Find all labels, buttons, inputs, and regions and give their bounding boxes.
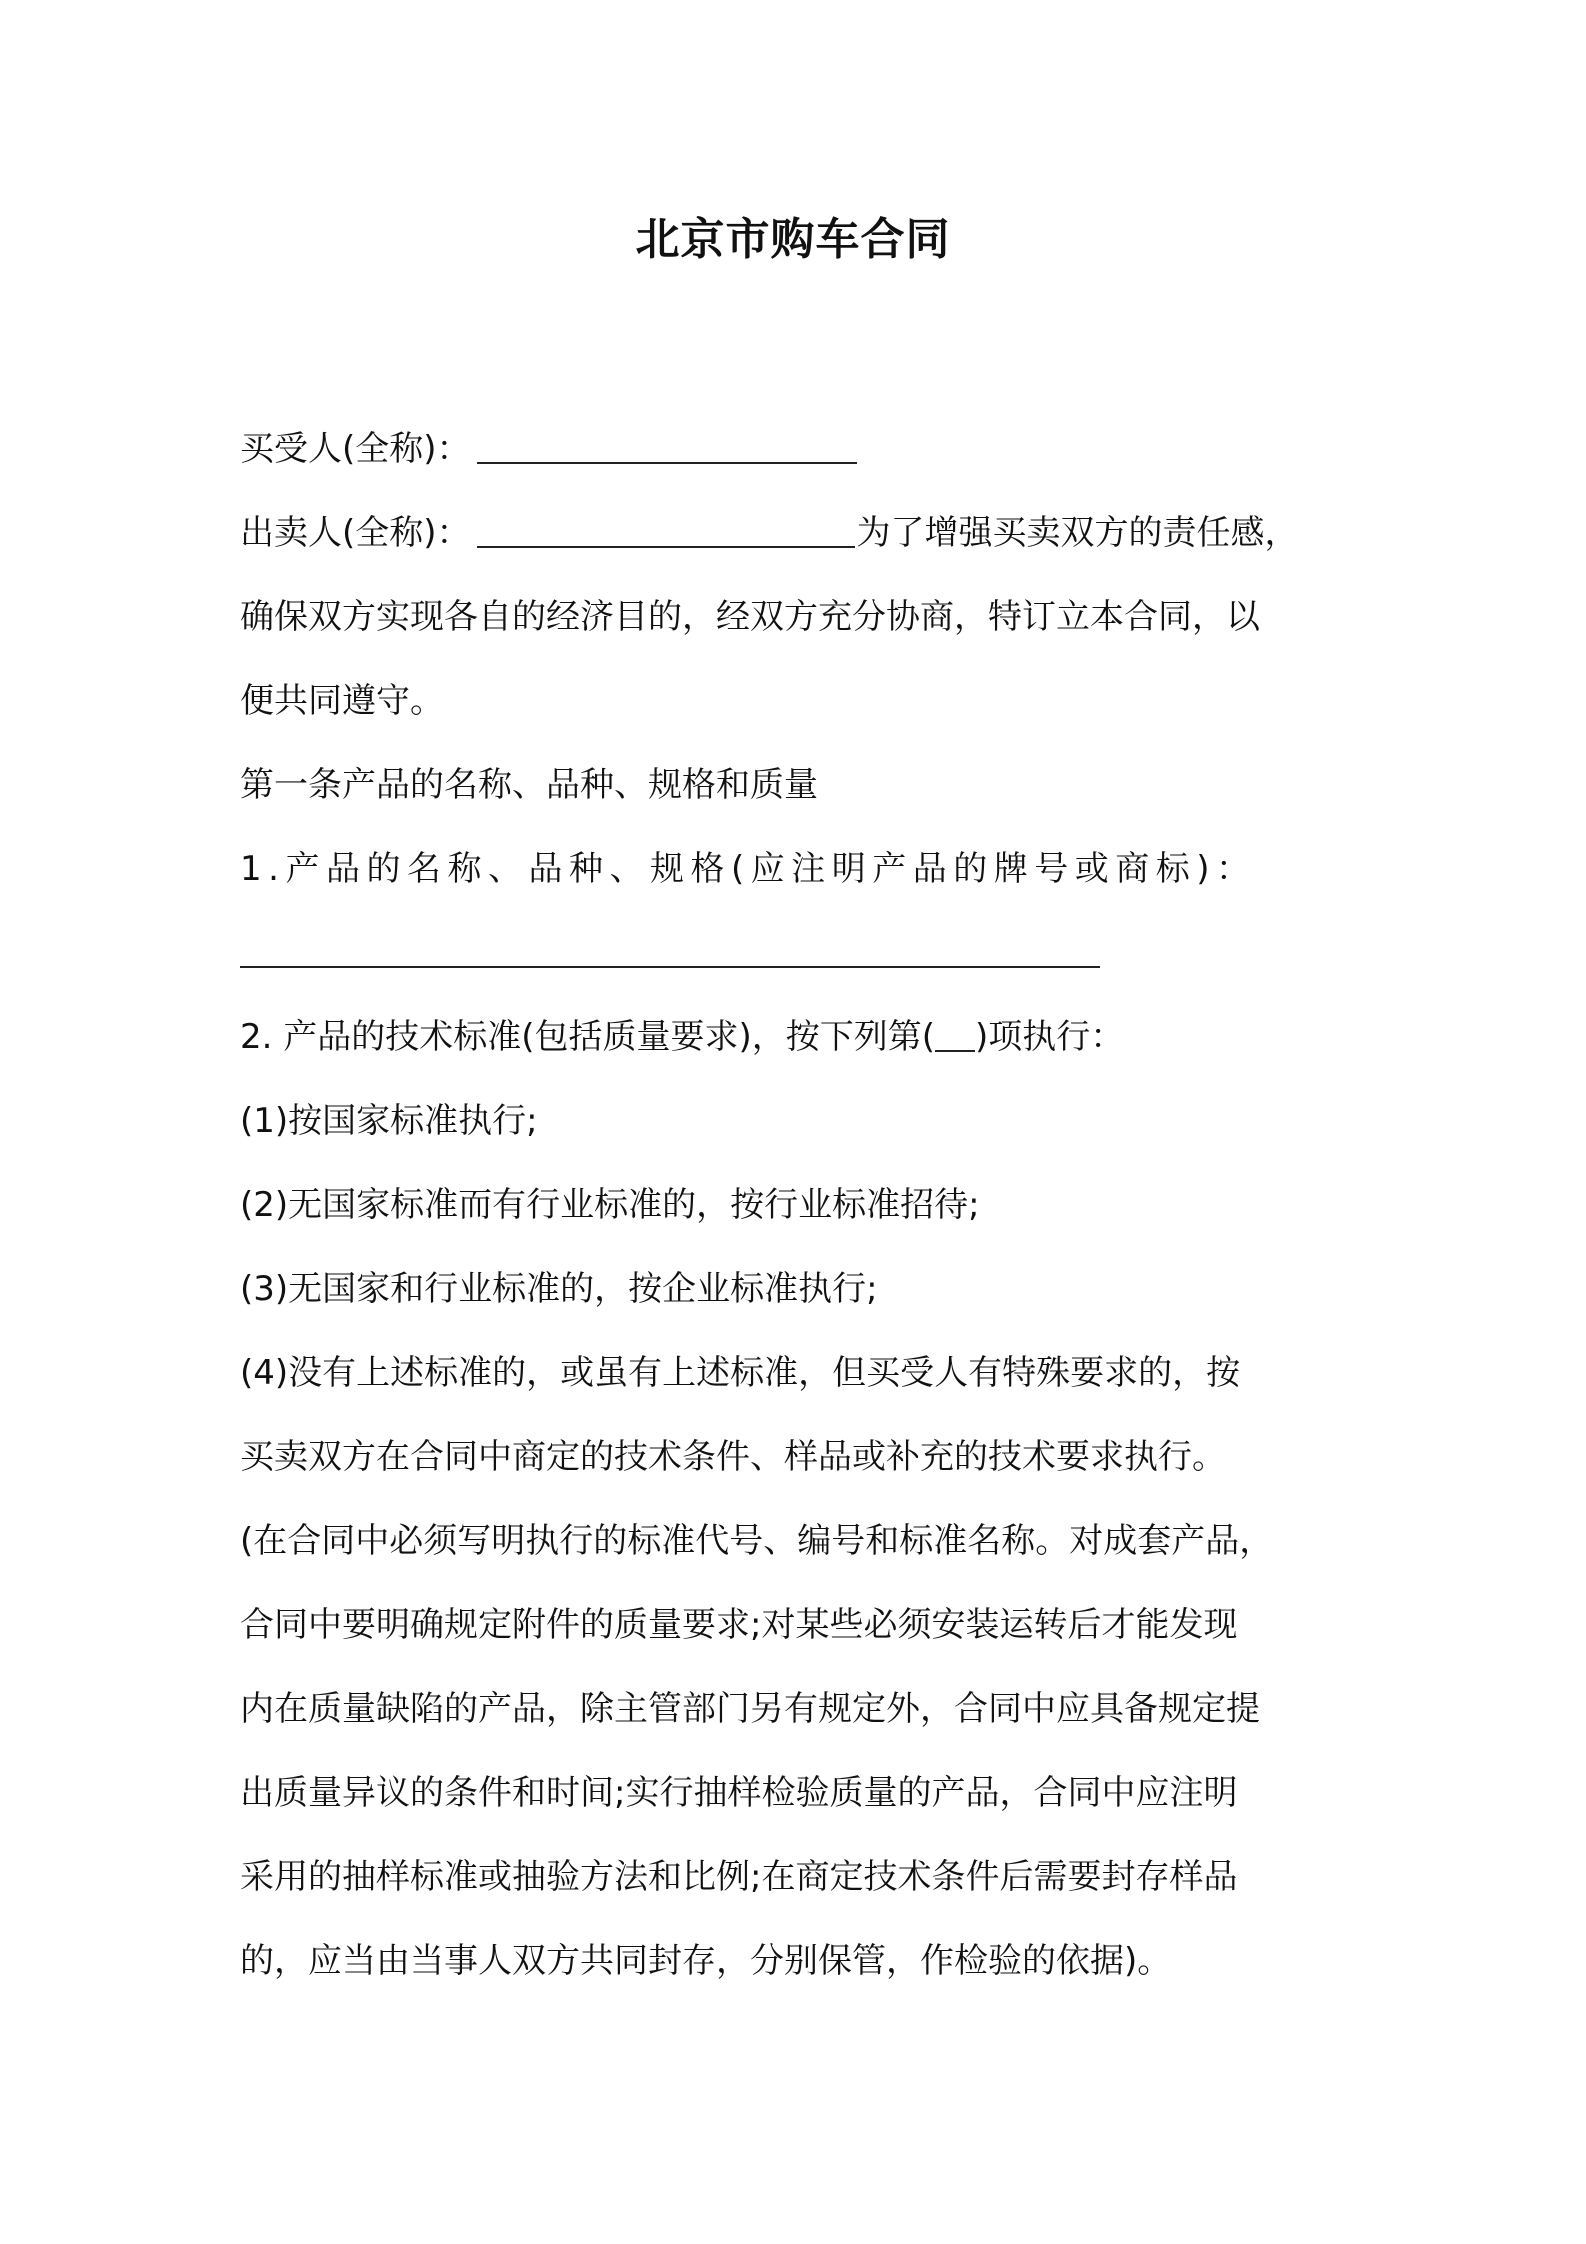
item-2-after-blank: )项执行： <box>975 1017 1125 1057</box>
note-line-6: 的，应当由当事人双方共同封存，分别保管，作检验的依据)。 <box>240 1941 1172 1981</box>
seller-name-blank <box>477 516 855 548</box>
option-1: (1)按国家标准执行; <box>240 1101 538 1141</box>
intro-line-3: 便共同遵守。 <box>240 681 444 721</box>
seller-line <box>240 491 1370 575</box>
seller-label: 出卖人(全称)： <box>240 513 471 553</box>
note-line-4: 出质量异议的条件和时间;实行抽样检验质量的产品，合同中应注明 <box>240 1773 1238 1813</box>
item-1-answer-blank <box>240 936 1100 968</box>
item-1-label: 1.产品的名称、品种、规格(应注明产品的牌号或商标)： <box>240 849 1257 889</box>
option-2: (2)无国家标准而有行业标准的，按行业标准招待; <box>240 1185 980 1225</box>
article-1-heading: 第一条产品的名称、品种、规格和质量 <box>240 765 818 805</box>
contract-body <box>240 407 1370 2003</box>
item-2-option-blank <box>935 1020 975 1052</box>
buyer-label: 买受人(全称)： <box>240 429 471 469</box>
item-2-line <box>240 995 1370 1079</box>
option-4-line-2: 买卖双方在合同中商定的技术条件、样品或补充的技术要求执行。 <box>240 1437 1226 1477</box>
seller-line-tail: 为了增强买卖双方的责任感， <box>856 513 1299 553</box>
note-line-5: 采用的抽样标准或抽验方法和比例;在商定技术条件后需要封存样品 <box>240 1857 1238 1897</box>
intro-line-2: 确保双方实现各自的经济目的，经双方充分协商，特订立本合同，以 <box>240 597 1260 637</box>
page-title: 北京市购车合同 <box>635 214 951 265</box>
note-line-3: 内在质量缺陷的产品，除主管部门另有规定外，合同中应具备规定提 <box>240 1689 1260 1729</box>
option-3: (3)无国家和行业标准的，按企业标准执行; <box>240 1269 878 1309</box>
item-1-answer-line <box>240 911 1370 995</box>
note-line-2: 合同中要明确规定附件的质量要求;对某些必须安装运转后才能发现 <box>240 1605 1238 1645</box>
item-2-before-blank: 2. 产品的技术标准(包括质量要求)，按下列第( <box>240 1017 936 1057</box>
buyer-name-blank <box>477 432 857 464</box>
note-line-1: (在合同中必须写明执行的标准代号、编号和标准名称。对成套产品， <box>240 1521 1274 1561</box>
buyer-line <box>240 407 1370 491</box>
option-4-line-1: (4)没有上述标准的，或虽有上述标准，但买受人有特殊要求的，按 <box>240 1353 1241 1393</box>
